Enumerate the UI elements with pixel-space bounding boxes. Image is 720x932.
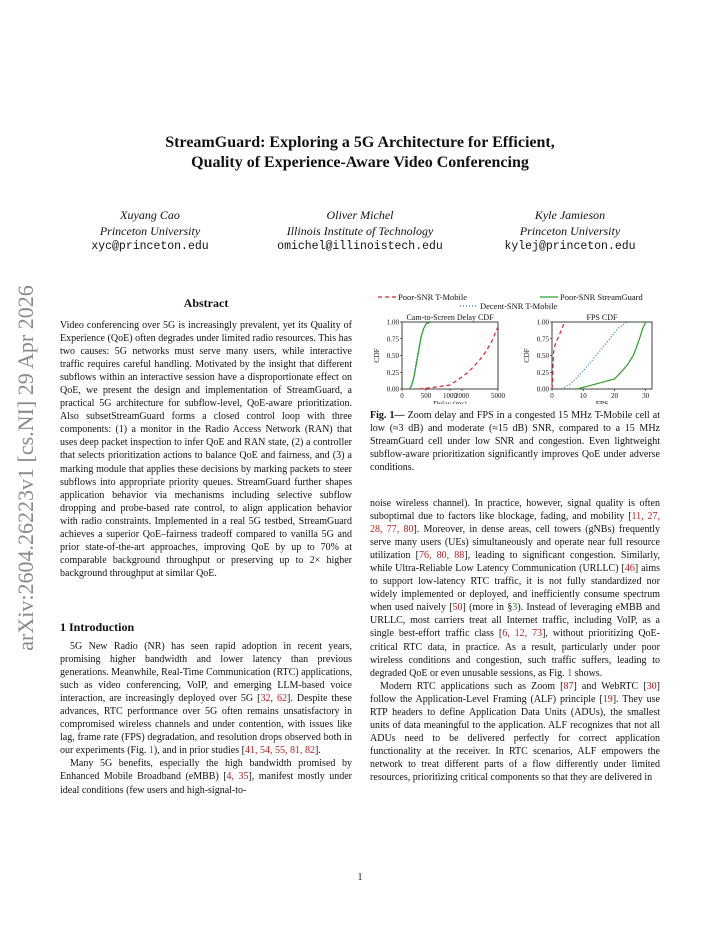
y-tick-label: 0.50 [386, 352, 399, 360]
chart-legend [378, 292, 643, 311]
right-paragraph-2: Modern RTC applications such as Zoom [87] and WebRTC [30] follow the Application-Level Framing (ALF) principle [19]. They use RTP headers to define Application Data Units (ADUs), the smallest units of data meaningful to the application. ALF recognizes that not all ADUs need to be delivered perfectly for correct application functionality at the receiver. In RTC scenarios, ALF empowers the network to treat different parts of a flow differently under limited resources, prioritizing critical components so that they are delivered in [370, 680, 660, 783]
citation-link[interactable]: 87 [563, 680, 574, 692]
author-affiliation: Illinois Institute of Technology [286, 224, 434, 238]
citation-link[interactable]: 46 [624, 563, 635, 575]
paper-title [60, 133, 660, 173]
right-column-body [370, 497, 660, 784]
author-name: Kyle Jamieson [534, 208, 606, 222]
citation-link[interactable]: 11, 27, 28, 77, 80 [370, 511, 660, 536]
figure-1 [370, 292, 660, 404]
citation-link[interactable]: 19 [602, 693, 613, 705]
legend-label: Poor-SNR T-Mobile [398, 292, 468, 302]
x-tick-label: 2000 [455, 392, 469, 400]
citation-link[interactable]: 76, 80, 88 [419, 550, 465, 562]
fps-cdf-panel [522, 313, 652, 404]
series-line [419, 327, 498, 389]
x-axis-label: FPS [595, 399, 609, 404]
arxiv-sidebar-stamp [6, 262, 46, 674]
right-paragraph-1: noise wireless channel). In practice, however, signal quality is often suboptimal due to factors like blockage, fading, and mobility [11, 27, 28, 77, 80]. Moreover, in dense areas, cell towers (gNBs) frequently serve many users (UEs) simultaneously and operate near full resource utilization [76, 80, 88], leading to significant congestion. Similarly, while Ultra-Reliable Low Latency Communication (URLLC) [46] aims to support low-latency RTC traffic, it is not fully standardized nor widely implemented or deployed, and inefficiently consume spectrum when used naively [50] (more in §3). Instead of leveraging eMBB and URLLC, most carriers treat all Internet traffic, including VoIP, as a single best-effort traffic class [6, 12, 73], without prioritizing QoE-critical RTC data, in practice. As a result, particularly under poor wireless conditions and congestion, such traffic suffers, leading to degraded QoE or even unusable sessions, as Fig. 1 shows. [370, 498, 661, 679]
author-email[interactable]: omichel@illinoistech.edu [277, 240, 443, 253]
author-affiliation: Princeton University [519, 224, 621, 238]
panel-title: FPS CDF [586, 313, 618, 322]
author-affiliation: Princeton University [99, 224, 201, 238]
y-tick-label: 1.00 [386, 318, 399, 327]
intro-paragraph-2: Many 5G benefits, especially the high bandwidth promised by Enhanced Mobile Broadband (eMBB) [4, 35], manifest mostly under ideal conditions (few users and high-signal-to- [60, 758, 352, 796]
series-line [409, 322, 431, 389]
series-line [552, 322, 565, 389]
y-tick-label: 0.00 [386, 385, 399, 394]
y-axis-label: CDF [372, 348, 381, 363]
abstract-body: Video conferencing over 5G is increasingly prevalent, yet its Quality of Experience (QoE) often degrades under limited radio resources. This has two causes: 5G networks must serve many users, while interactive traffic requires careful handling. Motivated by the insight that different subflows within an interactive session have a disproportionate effect on QoE, we present the design and implementation of StreamGuard, a practical 5G architecture for subflow-level, QoE-aware prioritization. Also subsetStreamGuard forms a closed control loop with three components: (1) a monitor in the Radio Access Network (RAN) that uses deep packet inspection to infer QoE and RAN state, (2) a controller that selects prioritization actions to balance QoE and fairness, and (3) a marking module that applies these decisions by marking packets to steer subflows into appropriate priority queues. StreamGuard further shapes application behavior via mechanisms including selective subflow dropping and probe-based rate control, to align application behavior with radio constraints. Implemented in a real 5G testbed, StreamGuard achieves a superior QoE–fairness tradeoff compared to vanilla 5G and prior state-of-the-art approaches, improving QoE by up to 70% at comparable background throughput or preserving up to 2× higher background throughput at similar QoE. [60, 320, 352, 579]
citation-link[interactable]: 32 [260, 693, 271, 705]
y-tick-label: 0.50 [536, 352, 549, 360]
author-name: Xuyang Cao [120, 208, 180, 222]
caption-text: Zoom delay and FPS in a congested 15 MHz T-Mobile cell at low (≈3 dB) and moderate (≈15 dB) SNR, compared to a 15 MHz StreamGuard cell under low SNR and congestion. Even lightweight subflow-aware prioritization significantly improves QoE under adverse conditions. [370, 410, 661, 474]
delay-cdf-panel [372, 313, 506, 404]
author-block-2 [250, 207, 470, 255]
legend-label: Poor-SNR StreamGuard [560, 292, 643, 302]
y-tick-label: 0.00 [536, 385, 549, 394]
introduction-body [60, 640, 352, 797]
x-tick-label: 0 [400, 392, 404, 400]
legend-label: Decent-SNR T-Mobile [480, 301, 558, 311]
panel-title: Cam-to-Screen Delay CDF [406, 313, 494, 322]
x-axis-label: Delay (ms) [433, 399, 467, 404]
y-tick-label: 0.25 [386, 368, 399, 377]
x-tick-label: 20 [611, 392, 618, 400]
series-line [577, 322, 646, 389]
y-tick-label: 1.00 [536, 318, 549, 327]
citation-link[interactable]: 6, 12, 73 [502, 628, 543, 640]
figure-link[interactable]: 1 [148, 745, 154, 757]
x-tick-label: 0 [550, 392, 554, 400]
figure-link[interactable]: 1 [567, 667, 573, 679]
citation-link[interactable]: 62 [277, 693, 288, 705]
arxiv-id: arXiv:2604.26223v1 [cs.NI] 29 Apr 2026 [13, 285, 38, 651]
author-email[interactable]: kylej@princeton.edu [504, 240, 636, 253]
plot-frame [402, 322, 498, 389]
x-tick-label: 30 [642, 392, 650, 400]
author-block-1 [40, 207, 260, 255]
y-tick-label: 0.25 [536, 368, 549, 377]
y-tick-label: 0.75 [386, 335, 399, 344]
section-1-heading: 1 Introduction [60, 620, 135, 634]
citation-link[interactable]: 4, 35 [226, 771, 249, 783]
caption-label: Fig. 1— [370, 410, 405, 421]
title-line-1: StreamGuard: Exploring a 5G Architecture for Efficient, [165, 134, 555, 151]
series-line [561, 322, 627, 389]
x-tick-label: 10 [579, 392, 587, 400]
author-name: Oliver Michel [326, 208, 394, 222]
series-line [409, 322, 428, 389]
y-axis-label: CDF [522, 348, 531, 363]
section-link[interactable]: 3 [512, 602, 518, 614]
citation-link[interactable]: 41, 54, 55, 81, 82 [244, 745, 315, 757]
figure-1-caption [370, 409, 660, 474]
abstract-heading: Abstract [183, 296, 229, 310]
author-block-3 [460, 207, 680, 255]
citation-link[interactable]: 30 [646, 680, 657, 692]
title-line-2: Quality of Experience-Aware Video Conferencing [191, 154, 529, 171]
plot-frame [552, 322, 652, 389]
page-number: 1 [357, 872, 363, 883]
author-email[interactable]: xyc@princeton.edu [91, 240, 209, 253]
citation-link[interactable]: 50 [452, 602, 463, 614]
y-tick-label: 0.75 [536, 335, 549, 344]
x-tick-label: 1000 [443, 392, 457, 400]
intro-paragraph-1: 5G New Radio (NR) has seen rapid adoption in recent years, promising higher bandwidth and lower latency than previous generations. Meanwhile, Real-Time Communication (RTC) applications, such as video conferencing, VoIP, and emerging LLM-based voice interaction, are increasingly deployed over 5G [32, 62]. Despite these advances, RTC performance over 5G often remains unsatisfactory in compromised wireless channels and under contention, with issues like lag, frame rate (FPS) degradation, and resolution drops observed both in our experiments (Fig. 1), and in prior studies [41, 54, 55, 81, 82]. [60, 641, 352, 757]
x-tick-label: 500 [420, 392, 432, 400]
figure-1-chart [370, 292, 660, 404]
x-tick-label: 5000 [491, 392, 505, 400]
